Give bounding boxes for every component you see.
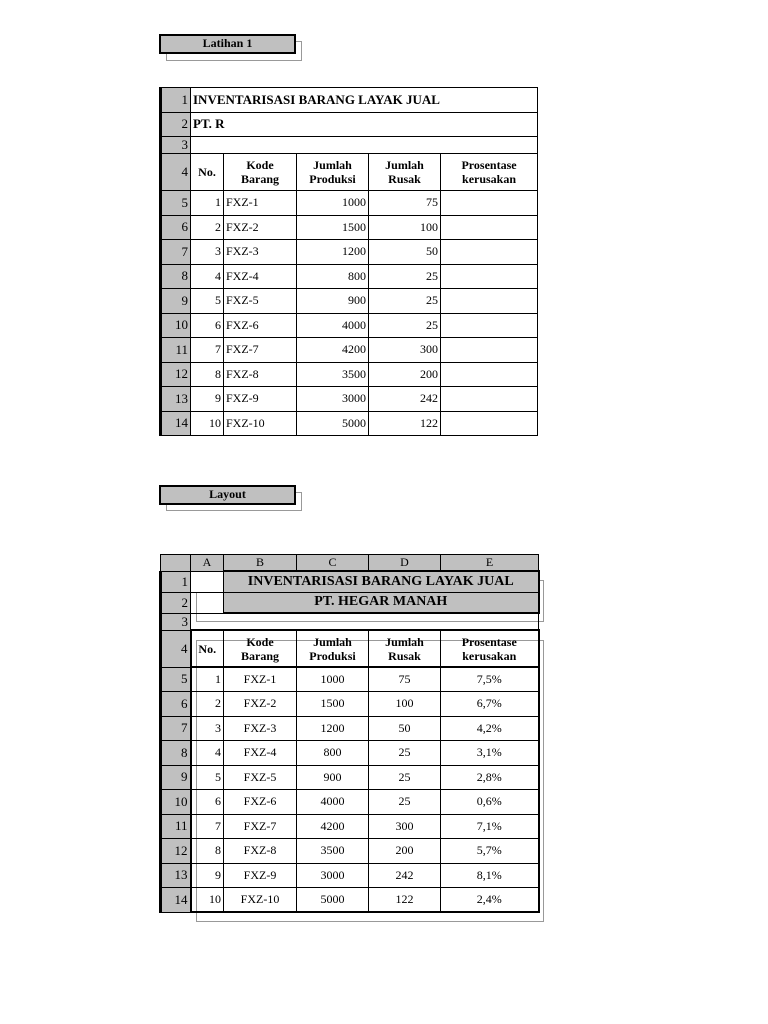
cell-produksi: 3500 <box>297 362 369 387</box>
cell-prosentase: 0,6% <box>441 790 539 815</box>
cell-produksi: 3000 <box>297 387 369 412</box>
cell-produksi: 3000 <box>297 863 369 888</box>
table-row <box>161 692 539 717</box>
row-number: 13 <box>161 387 191 412</box>
cell-rusak: 50 <box>369 240 441 265</box>
company-name: PT. HEGAR MANAH <box>224 592 539 613</box>
row-number: 2 <box>161 112 191 137</box>
column-header: C <box>297 555 369 572</box>
row-number: 10 <box>161 313 191 338</box>
table-row <box>161 215 538 240</box>
row-number: 10 <box>161 790 191 815</box>
row-number: 14 <box>161 888 191 913</box>
cell-produksi: 1500 <box>297 692 369 717</box>
column-header: D <box>369 555 441 572</box>
cell-produksi: 4200 <box>297 814 369 839</box>
section-label-layout: Layout <box>159 485 296 505</box>
column-header: A <box>191 555 224 572</box>
row-number: 4 <box>161 154 191 191</box>
header-line: Jumlah <box>385 158 424 172</box>
table-row <box>161 264 538 289</box>
table-row <box>161 387 538 412</box>
cell-prosentase: 4,2% <box>441 716 539 741</box>
table-row <box>161 289 538 314</box>
table-title: INVENTARISASI BARANG LAYAK JUAL <box>191 88 538 113</box>
header-no: No. <box>191 630 224 667</box>
row-number: 5 <box>161 667 191 692</box>
cell-no: 10 <box>191 411 224 436</box>
header-line: Jumlah <box>313 158 352 172</box>
empty-cell <box>191 137 538 154</box>
cell-no: 2 <box>191 215 224 240</box>
row-number: 6 <box>161 692 191 717</box>
cell-kode: FXZ-5 <box>224 765 297 790</box>
cell-rusak: 75 <box>369 667 441 692</box>
row-number: 3 <box>161 613 191 630</box>
row-number: 3 <box>161 137 191 154</box>
cell-no: 1 <box>191 191 224 216</box>
cell-no: 1 <box>191 667 224 692</box>
cell-produksi: 900 <box>297 289 369 314</box>
cell-no: 6 <box>191 313 224 338</box>
cell-kode: FXZ-6 <box>224 790 297 815</box>
row-number: 14 <box>161 411 191 436</box>
cell-kode: FXZ-7 <box>224 814 297 839</box>
cell-prosentase <box>441 313 538 338</box>
cell-produksi: 1200 <box>297 716 369 741</box>
company-name: PT. R <box>191 112 538 137</box>
cell-rusak: 25 <box>369 741 441 766</box>
header-produksi <box>297 154 369 191</box>
cell-produksi: 1200 <box>297 240 369 265</box>
layout-table <box>159 554 540 913</box>
cell-prosentase <box>441 289 538 314</box>
cell-prosentase <box>441 264 538 289</box>
cell-no: 2 <box>191 692 224 717</box>
row-number: 2 <box>161 592 191 613</box>
column-header: E <box>441 555 539 572</box>
table-row <box>161 814 539 839</box>
cell-prosentase <box>441 338 538 363</box>
cell-prosentase: 6,7% <box>441 692 539 717</box>
cell-rusak: 25 <box>369 765 441 790</box>
cell-produksi: 800 <box>297 741 369 766</box>
header-kode <box>224 154 297 191</box>
column-header: B <box>224 555 297 572</box>
cell-prosentase: 3,1% <box>441 741 539 766</box>
table-row <box>161 362 538 387</box>
header-kode <box>224 630 297 667</box>
cell-no: 6 <box>191 790 224 815</box>
cell-produksi: 5000 <box>297 888 369 913</box>
header-line: Produksi <box>309 648 356 663</box>
cell-produksi: 900 <box>297 765 369 790</box>
cell-no: 8 <box>191 362 224 387</box>
header-rusak <box>369 154 441 191</box>
header-line: Rusak <box>388 172 421 186</box>
header-line: Produksi <box>309 172 356 186</box>
header-no: No. <box>191 154 224 191</box>
cell-prosentase <box>441 362 538 387</box>
table-row <box>161 888 539 913</box>
empty-cell <box>191 592 224 613</box>
cell-kode: FXZ-10 <box>224 411 297 436</box>
row-number: 8 <box>161 264 191 289</box>
table-row <box>161 716 539 741</box>
cell-kode: FXZ-8 <box>224 362 297 387</box>
cell-rusak: 122 <box>369 411 441 436</box>
row-number: 7 <box>161 716 191 741</box>
cell-produksi: 1000 <box>297 667 369 692</box>
table-row <box>161 790 539 815</box>
header-prosentase <box>441 630 539 667</box>
cell-kode: FXZ-4 <box>224 264 297 289</box>
table-row <box>161 313 538 338</box>
cell-kode: FXZ-1 <box>224 191 297 216</box>
header-rusak <box>369 630 441 667</box>
cell-kode: FXZ-9 <box>224 387 297 412</box>
table-row <box>161 411 538 436</box>
cell-no: 7 <box>191 814 224 839</box>
cell-rusak: 122 <box>369 888 441 913</box>
header-prosentase <box>441 154 538 191</box>
row-number: 13 <box>161 863 191 888</box>
header-line: Jumlah <box>313 634 352 649</box>
cell-rusak: 25 <box>369 313 441 338</box>
cell-rusak: 300 <box>369 814 441 839</box>
header-produksi <box>297 630 369 667</box>
cell-rusak: 75 <box>369 191 441 216</box>
cell-no: 4 <box>191 741 224 766</box>
cell-rusak: 50 <box>369 716 441 741</box>
empty-cell <box>191 613 539 630</box>
table-row <box>161 765 539 790</box>
cell-kode: FXZ-10 <box>224 888 297 913</box>
cell-no: 5 <box>191 289 224 314</box>
cell-rusak: 242 <box>369 863 441 888</box>
section-label-latihan: Latihan 1 <box>159 34 296 54</box>
table-title: INVENTARISASI BARANG LAYAK JUAL <box>224 571 539 592</box>
cell-prosentase: 5,7% <box>441 839 539 864</box>
header-line: kerusakan <box>462 648 517 663</box>
header-line: Kode <box>246 158 274 172</box>
cell-rusak: 242 <box>369 387 441 412</box>
cell-kode: FXZ-1 <box>224 667 297 692</box>
row-number: 9 <box>161 289 191 314</box>
table-row <box>161 741 539 766</box>
row-number: 1 <box>161 88 191 113</box>
cell-prosentase <box>441 411 538 436</box>
header-line: Barang <box>240 172 279 186</box>
cell-no: 4 <box>191 264 224 289</box>
row-number: 5 <box>161 191 191 216</box>
cell-produksi: 5000 <box>297 411 369 436</box>
cell-prosentase <box>441 240 538 265</box>
cell-kode: FXZ-2 <box>224 215 297 240</box>
header-line: Prosentase <box>461 158 517 172</box>
cell-prosentase: 2,8% <box>441 765 539 790</box>
cell-rusak: 100 <box>369 692 441 717</box>
cell-prosentase <box>441 191 538 216</box>
corner-cell <box>161 555 191 572</box>
row-number: 7 <box>161 240 191 265</box>
cell-produksi: 4000 <box>297 790 369 815</box>
cell-rusak: 100 <box>369 215 441 240</box>
cell-produksi: 1500 <box>297 215 369 240</box>
header-line: Kode <box>246 634 274 649</box>
header-line: Rusak <box>388 648 421 663</box>
header-line: kerusakan <box>462 172 517 186</box>
cell-kode: FXZ-6 <box>224 313 297 338</box>
cell-prosentase: 7,1% <box>441 814 539 839</box>
cell-produksi: 1000 <box>297 191 369 216</box>
cell-kode: FXZ-5 <box>224 289 297 314</box>
cell-no: 9 <box>191 863 224 888</box>
row-number: 12 <box>161 839 191 864</box>
table-row <box>161 240 538 265</box>
cell-kode: FXZ-2 <box>224 692 297 717</box>
cell-prosentase: 2,4% <box>441 888 539 913</box>
cell-prosentase <box>441 387 538 412</box>
cell-no: 10 <box>191 888 224 913</box>
cell-rusak: 25 <box>369 790 441 815</box>
row-number: 1 <box>161 571 191 592</box>
header-line: Jumlah <box>385 634 424 649</box>
row-number: 11 <box>161 814 191 839</box>
cell-prosentase: 8,1% <box>441 863 539 888</box>
cell-no: 3 <box>191 716 224 741</box>
cell-no: 5 <box>191 765 224 790</box>
cell-kode: FXZ-7 <box>224 338 297 363</box>
table-row <box>161 338 538 363</box>
cell-no: 8 <box>191 839 224 864</box>
cell-rusak: 200 <box>369 362 441 387</box>
cell-produksi: 4200 <box>297 338 369 363</box>
cell-kode: FXZ-9 <box>224 863 297 888</box>
cell-kode: FXZ-8 <box>224 839 297 864</box>
cell-rusak: 25 <box>369 289 441 314</box>
cell-kode: FXZ-3 <box>224 716 297 741</box>
cell-kode: FXZ-3 <box>224 240 297 265</box>
row-number: 4 <box>161 630 191 667</box>
cell-no: 7 <box>191 338 224 363</box>
header-line: Barang <box>240 648 279 663</box>
cell-no: 3 <box>191 240 224 265</box>
row-number: 8 <box>161 741 191 766</box>
row-number: 6 <box>161 215 191 240</box>
table-row <box>161 863 539 888</box>
empty-cell <box>191 571 224 592</box>
table-row <box>161 667 539 692</box>
cell-produksi: 4000 <box>297 313 369 338</box>
exercise-table <box>159 87 538 436</box>
cell-rusak: 200 <box>369 839 441 864</box>
row-number: 9 <box>161 765 191 790</box>
cell-rusak: 300 <box>369 338 441 363</box>
row-number: 12 <box>161 362 191 387</box>
header-line: Prosentase <box>461 634 517 649</box>
cell-produksi: 3500 <box>297 839 369 864</box>
cell-produksi: 800 <box>297 264 369 289</box>
cell-no: 9 <box>191 387 224 412</box>
cell-rusak: 25 <box>369 264 441 289</box>
row-number: 11 <box>161 338 191 363</box>
cell-prosentase <box>441 215 538 240</box>
cell-prosentase: 7,5% <box>441 667 539 692</box>
table-row <box>161 191 538 216</box>
cell-kode: FXZ-4 <box>224 741 297 766</box>
table-row <box>161 839 539 864</box>
